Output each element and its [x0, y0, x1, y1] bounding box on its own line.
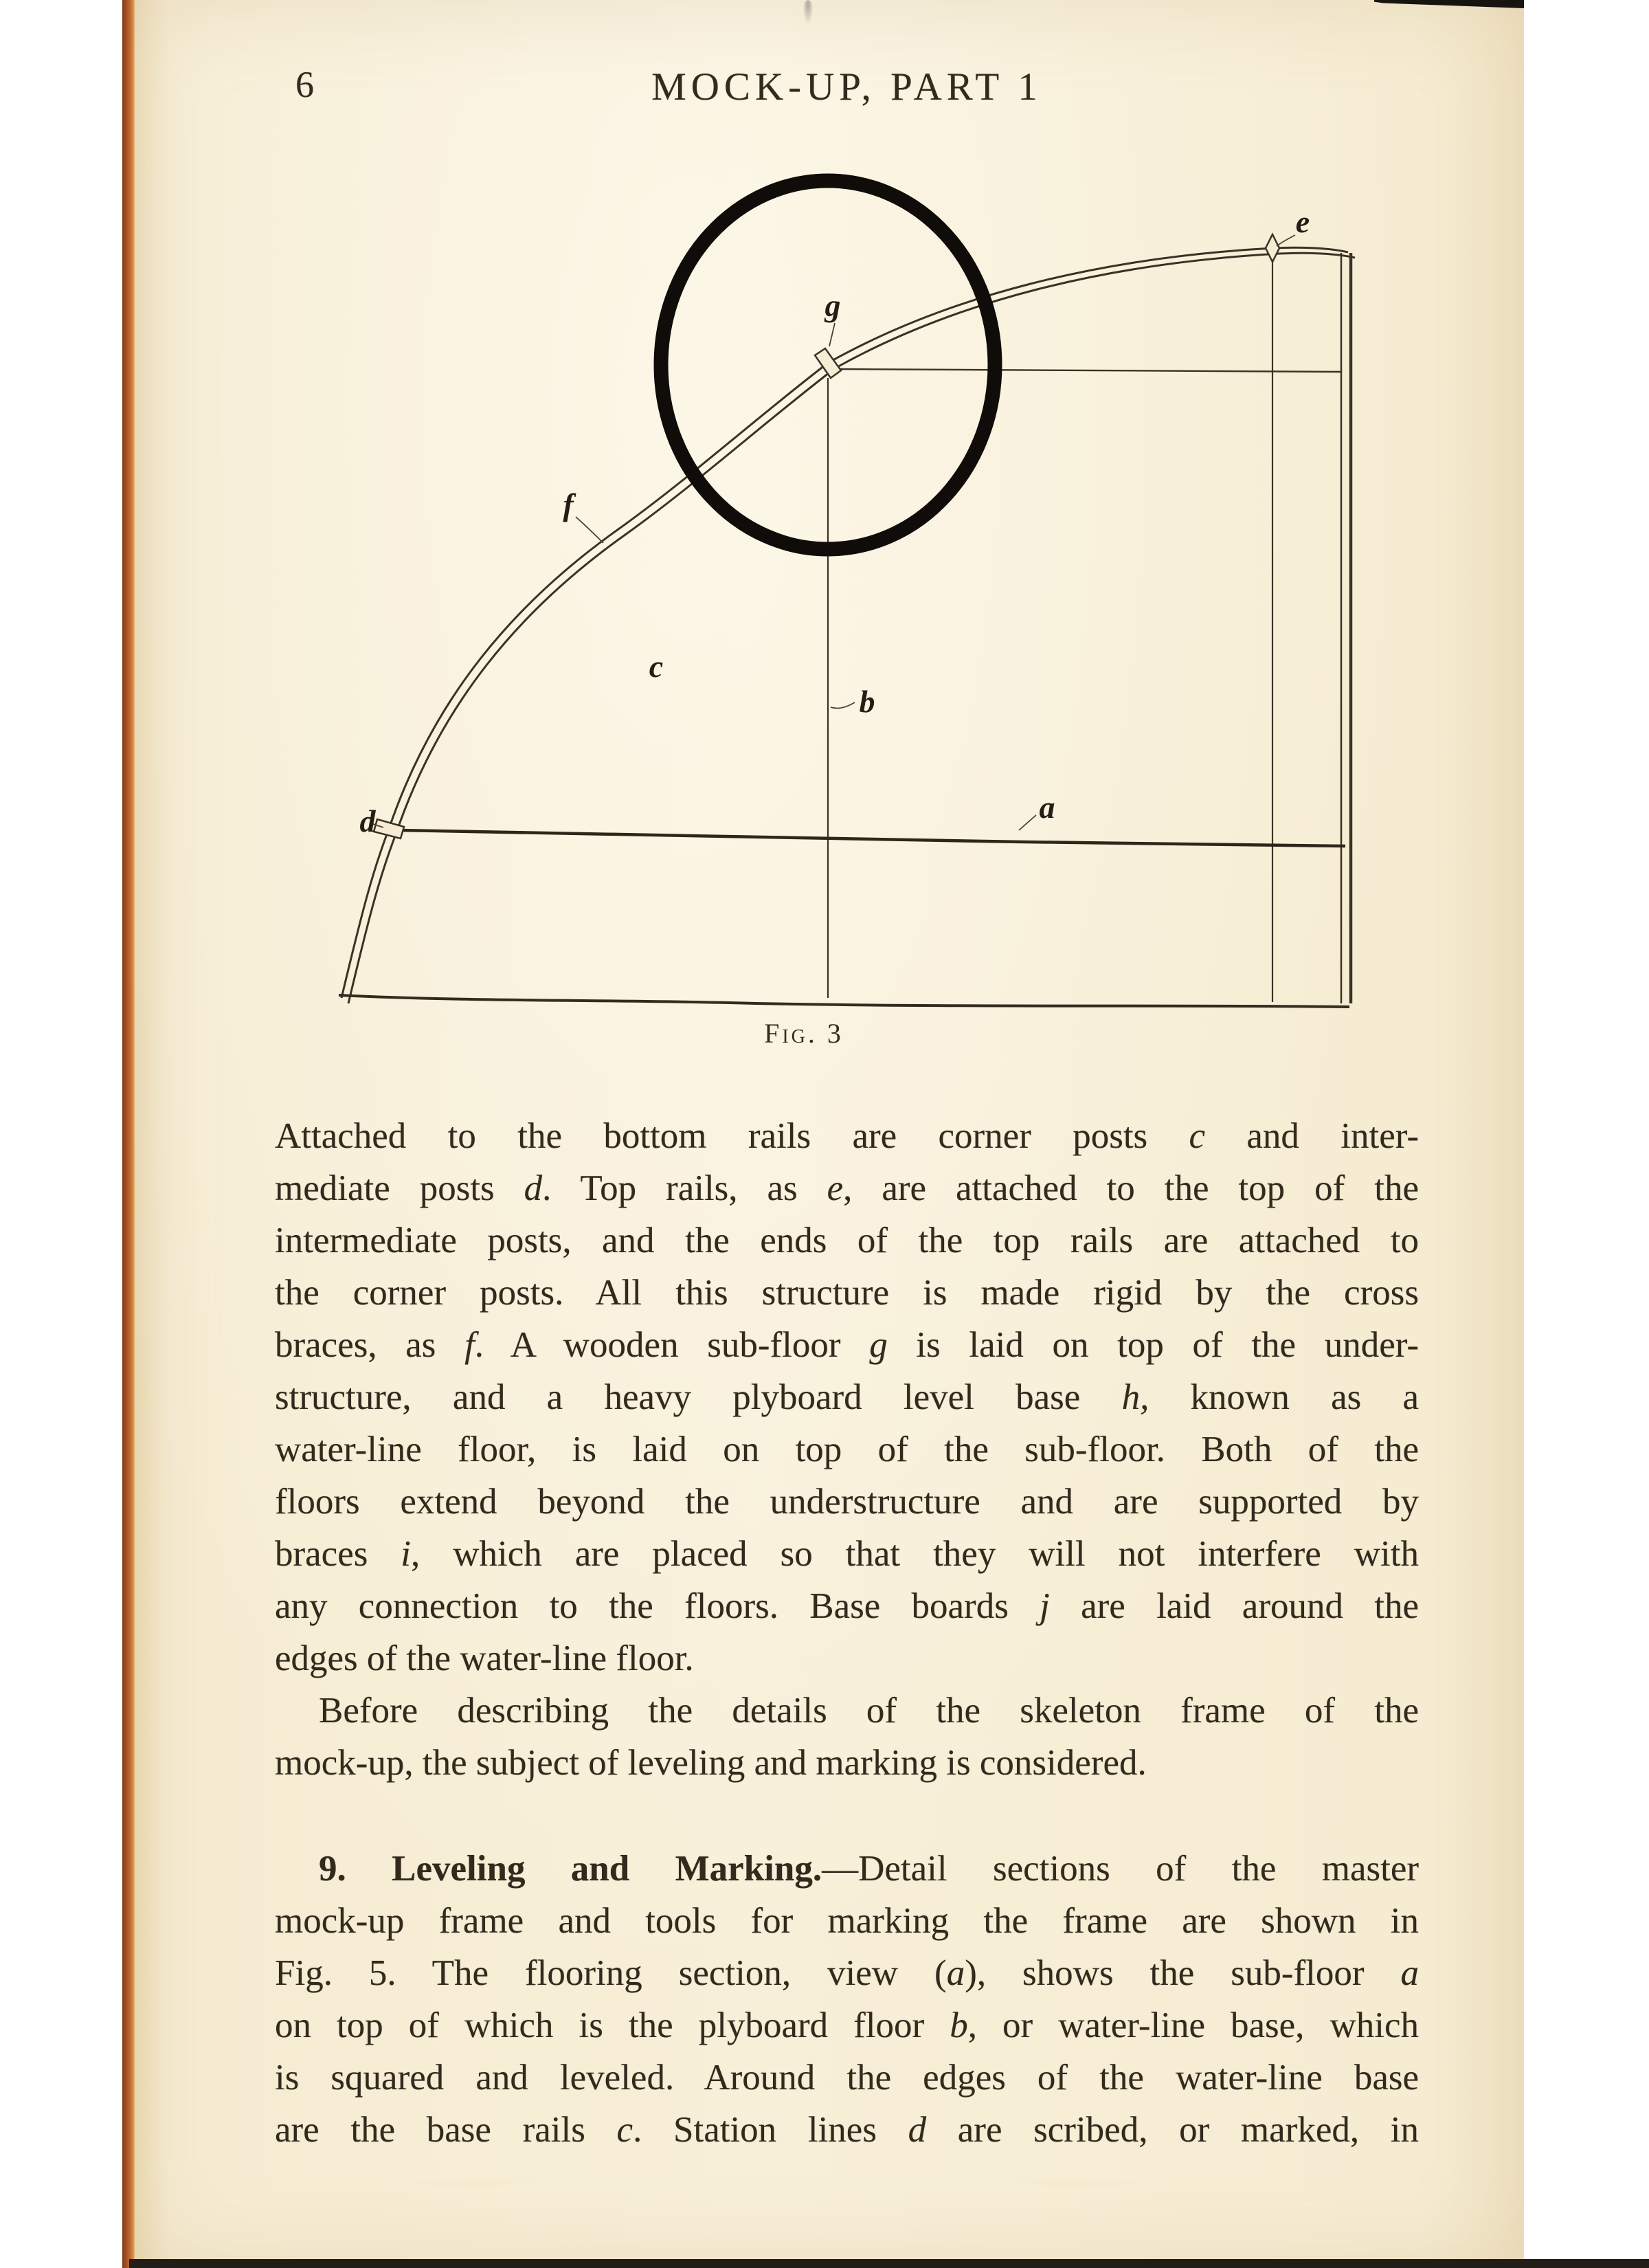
body-text: [275, 1110, 1419, 2156]
text-line: [275, 1999, 1419, 2052]
text-line: [275, 2104, 1419, 2156]
leader-g: [829, 323, 835, 346]
figure-label-g: g: [824, 288, 841, 323]
text-line: [275, 1685, 1419, 1737]
text-segment: structure, and a heavy plyboard level base: [275, 1377, 1122, 1417]
leader-a: [1019, 815, 1036, 830]
text-segment: intermediate posts, and the ends of the top rails are attached to: [275, 1221, 1419, 1260]
text-segment: ), shows the sub-floor: [965, 1953, 1401, 1993]
figure-label-f: f: [563, 487, 574, 522]
text-segment: and inter-: [1205, 1116, 1419, 1156]
bottom-edge-line: [339, 995, 1349, 1007]
text-line: [275, 1267, 1419, 1319]
paragraph: [275, 1685, 1419, 1789]
figure-label-c: c: [649, 649, 664, 684]
reference-letter: a: [1400, 1953, 1419, 1993]
text-line: [275, 1371, 1419, 1423]
text-segment: braces, as: [275, 1325, 465, 1365]
reference-letter: f: [464, 1325, 475, 1365]
text-line: [275, 1162, 1419, 1214]
scan-artifact-top-center: [803, 0, 814, 25]
leader-f: [576, 517, 603, 543]
scan-artifact-bottom-bar: [129, 2259, 1649, 2268]
paragraph: [275, 1843, 1419, 2156]
figure-caption: Fig. 3: [764, 1018, 844, 1049]
text-line: [275, 1737, 1419, 1789]
leader-b: [831, 702, 855, 708]
reference-letter: d: [524, 1168, 543, 1208]
reference-letter: 9. Leveling and Marking.: [319, 1849, 822, 1889]
figure-label-a: a: [1039, 790, 1055, 825]
figure-label-e: e: [1295, 204, 1310, 239]
text-segment: are scribed, or marked, in: [926, 2110, 1419, 2150]
reference-letter: d: [908, 2110, 927, 2150]
text-segment: , which are placed so that they will not interfere with: [411, 1534, 1419, 1574]
text-segment: the corner posts. All this structure is made rigid by the cross: [275, 1273, 1419, 1313]
figure-label-b: b: [859, 684, 875, 719]
reference-letter: h,: [1121, 1377, 1149, 1417]
text-segment: floors extend beyond the understructure and are supported by: [275, 1482, 1419, 1522]
top-rail-line: [840, 369, 1341, 372]
book-spine-edge: [122, 0, 135, 2268]
text-segment: edges of the water-line floor.: [275, 1638, 694, 1678]
text-line: [275, 1476, 1419, 1528]
text-segment: water-line floor, is laid on top of the sub-floor. Both of the: [275, 1430, 1419, 1469]
text-segment: are laid around the: [1049, 1586, 1419, 1626]
joint-notch-e: [1266, 234, 1279, 262]
joint-notch-g: [815, 348, 841, 378]
text-segment: is squared and leveled. Around the edges of the water-line base: [275, 2058, 1419, 2098]
text-line: [275, 1580, 1419, 1632]
text-line: [275, 1947, 1419, 1999]
text-segment: . A wooden sub-floor: [474, 1325, 870, 1365]
text-segment: on top of which is the plyboard floor: [275, 2005, 950, 2045]
text-segment: mediate posts: [275, 1168, 524, 1208]
text-line: [275, 1843, 1419, 1895]
text-segment: are the base rails: [275, 2110, 617, 2150]
text-line: [275, 1110, 1419, 1162]
text-line: [275, 1528, 1419, 1580]
text-segment: any connection to the floors. Base boards: [275, 1586, 1040, 1626]
text-segment: is laid on top of the under-: [887, 1325, 1419, 1365]
text-segment: Attached to the bottom rails are corner posts: [275, 1116, 1189, 1156]
reference-letter: e: [827, 1168, 844, 1208]
text-line: [275, 1319, 1419, 1371]
text-line: [275, 1632, 1419, 1685]
reference-letter: i: [401, 1534, 412, 1574]
waterline: [399, 830, 1345, 846]
text-segment: braces: [275, 1534, 401, 1574]
text-segment: Before describing the details of the skeleton frame of the: [319, 1691, 1419, 1731]
text-segment: , are attached to the top of the: [843, 1168, 1419, 1208]
text-segment: mock-up, the subject of leveling and marking is considered.: [275, 1743, 1147, 1783]
paragraph: [275, 1110, 1419, 1685]
leader-e: [1277, 235, 1295, 246]
text-line: [275, 1423, 1419, 1476]
reference-letter: g: [869, 1325, 888, 1365]
reference-letter: b: [950, 2005, 968, 2045]
page-number: 6: [295, 64, 314, 105]
figure-label-d: d: [359, 803, 376, 838]
text-segment: , or water-line base, which: [967, 2005, 1419, 2045]
reference-letter: c: [616, 2110, 633, 2150]
figure-3-drawing: [302, 165, 1388, 1017]
text-segment: . Top rails, as: [542, 1168, 827, 1208]
text-segment: —Detail sections of the master: [822, 1849, 1419, 1889]
reference-letter: a: [946, 1953, 965, 1993]
text-line: [275, 1214, 1419, 1267]
text-segment: . Station lines: [633, 2110, 908, 2150]
frame-curve-inner: [348, 253, 1355, 1003]
text-line: [275, 2052, 1419, 2104]
reference-letter: j: [1040, 1586, 1050, 1626]
frame-curve-outer: [341, 247, 1348, 998]
running-head: MOCK-UP, PART 1: [651, 65, 1042, 109]
text-segment: mock-up frame and tools for marking the frame are shown in: [275, 1901, 1419, 1941]
text-segment: Fig. 5. The flooring section, view (: [275, 1953, 947, 1993]
reference-letter: c: [1189, 1116, 1206, 1156]
text-line: [275, 1895, 1419, 1947]
text-segment: known as a: [1149, 1377, 1419, 1417]
